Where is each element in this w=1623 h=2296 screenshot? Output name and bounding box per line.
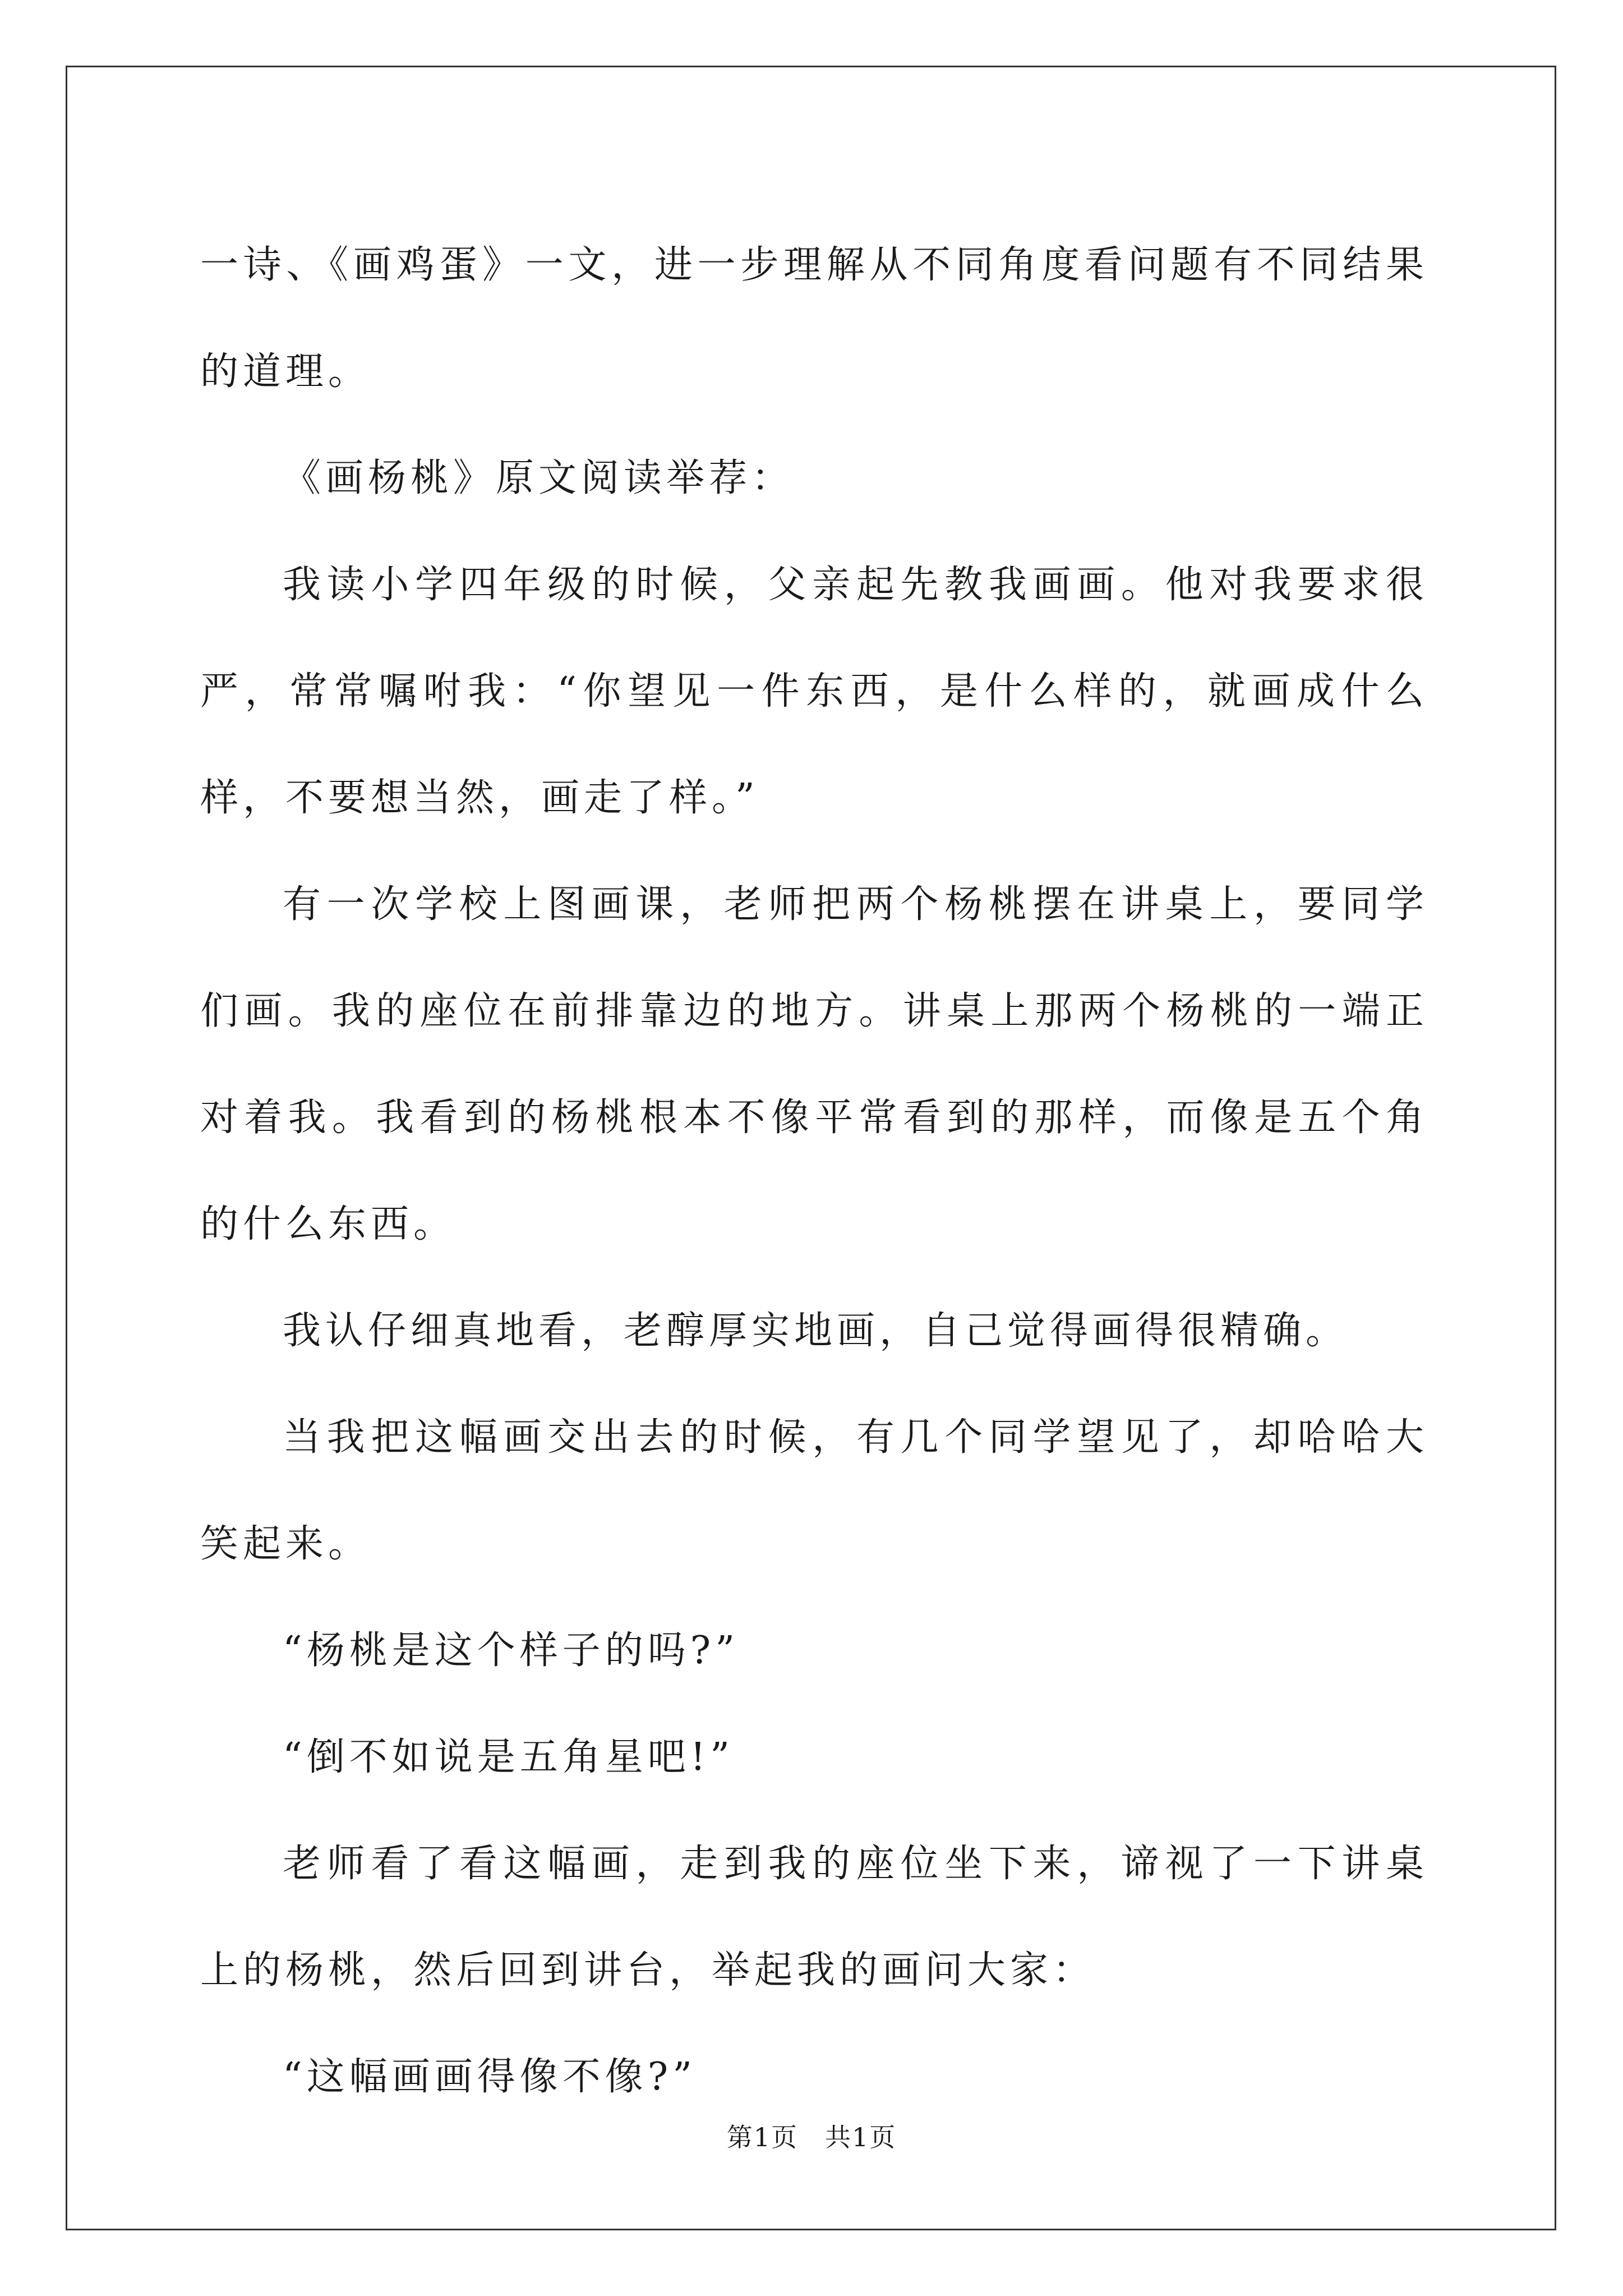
paragraph-10: “这幅画画得像不像?” — [283, 2055, 697, 2099]
document-body — [200, 212, 1428, 2131]
page-number-footer: 第1页 共1页 — [726, 2122, 897, 2152]
paragraph-6: 当我把这幅画交出去的时候，有几个同学望见了，却哈哈大笑起来。 — [200, 1415, 1428, 1566]
paragraph-9: 老师看了看这幅画，走到我的座位坐下来，谛视了一下讲桌上的杨桃，然后回到讲台，举起我的画问大家： — [200, 1842, 1428, 1993]
paragraph-2: 《画杨桃》原文阅读举荐： — [283, 456, 795, 500]
paragraph-4: 有一次学校上图画课，老师把两个杨桃摆在讲桌上，要同学们画。我的座位在前排靠边的地方。讲桌上那两个杨桃的一端正对着我。我看到的杨桃根本不像平常看到的那样，而像是五个角的什么东西。 — [200, 882, 1428, 1246]
paragraph-3: 我读小学四年级的时候，父亲起先教我画画。他对我要求很严，常常嘱咐我：“你望见一件东西，是什么样的，就画成什么样，不要想当然，画走了样。” — [200, 563, 1428, 820]
paragraph-8: “倒不如说是五角星吧!” — [283, 1735, 734, 1779]
paragraph-5: 我认仔细真地看，老醇厚实地画，自己觉得画得很精确。 — [283, 1309, 1349, 1353]
paragraph-1: 一诗、《画鸡蛋》一文，进一步理解从不同角度看问题有不同结果的道理。 — [200, 243, 1428, 394]
paragraph-7: “杨桃是这个样子的吗?” — [283, 1628, 739, 1673]
